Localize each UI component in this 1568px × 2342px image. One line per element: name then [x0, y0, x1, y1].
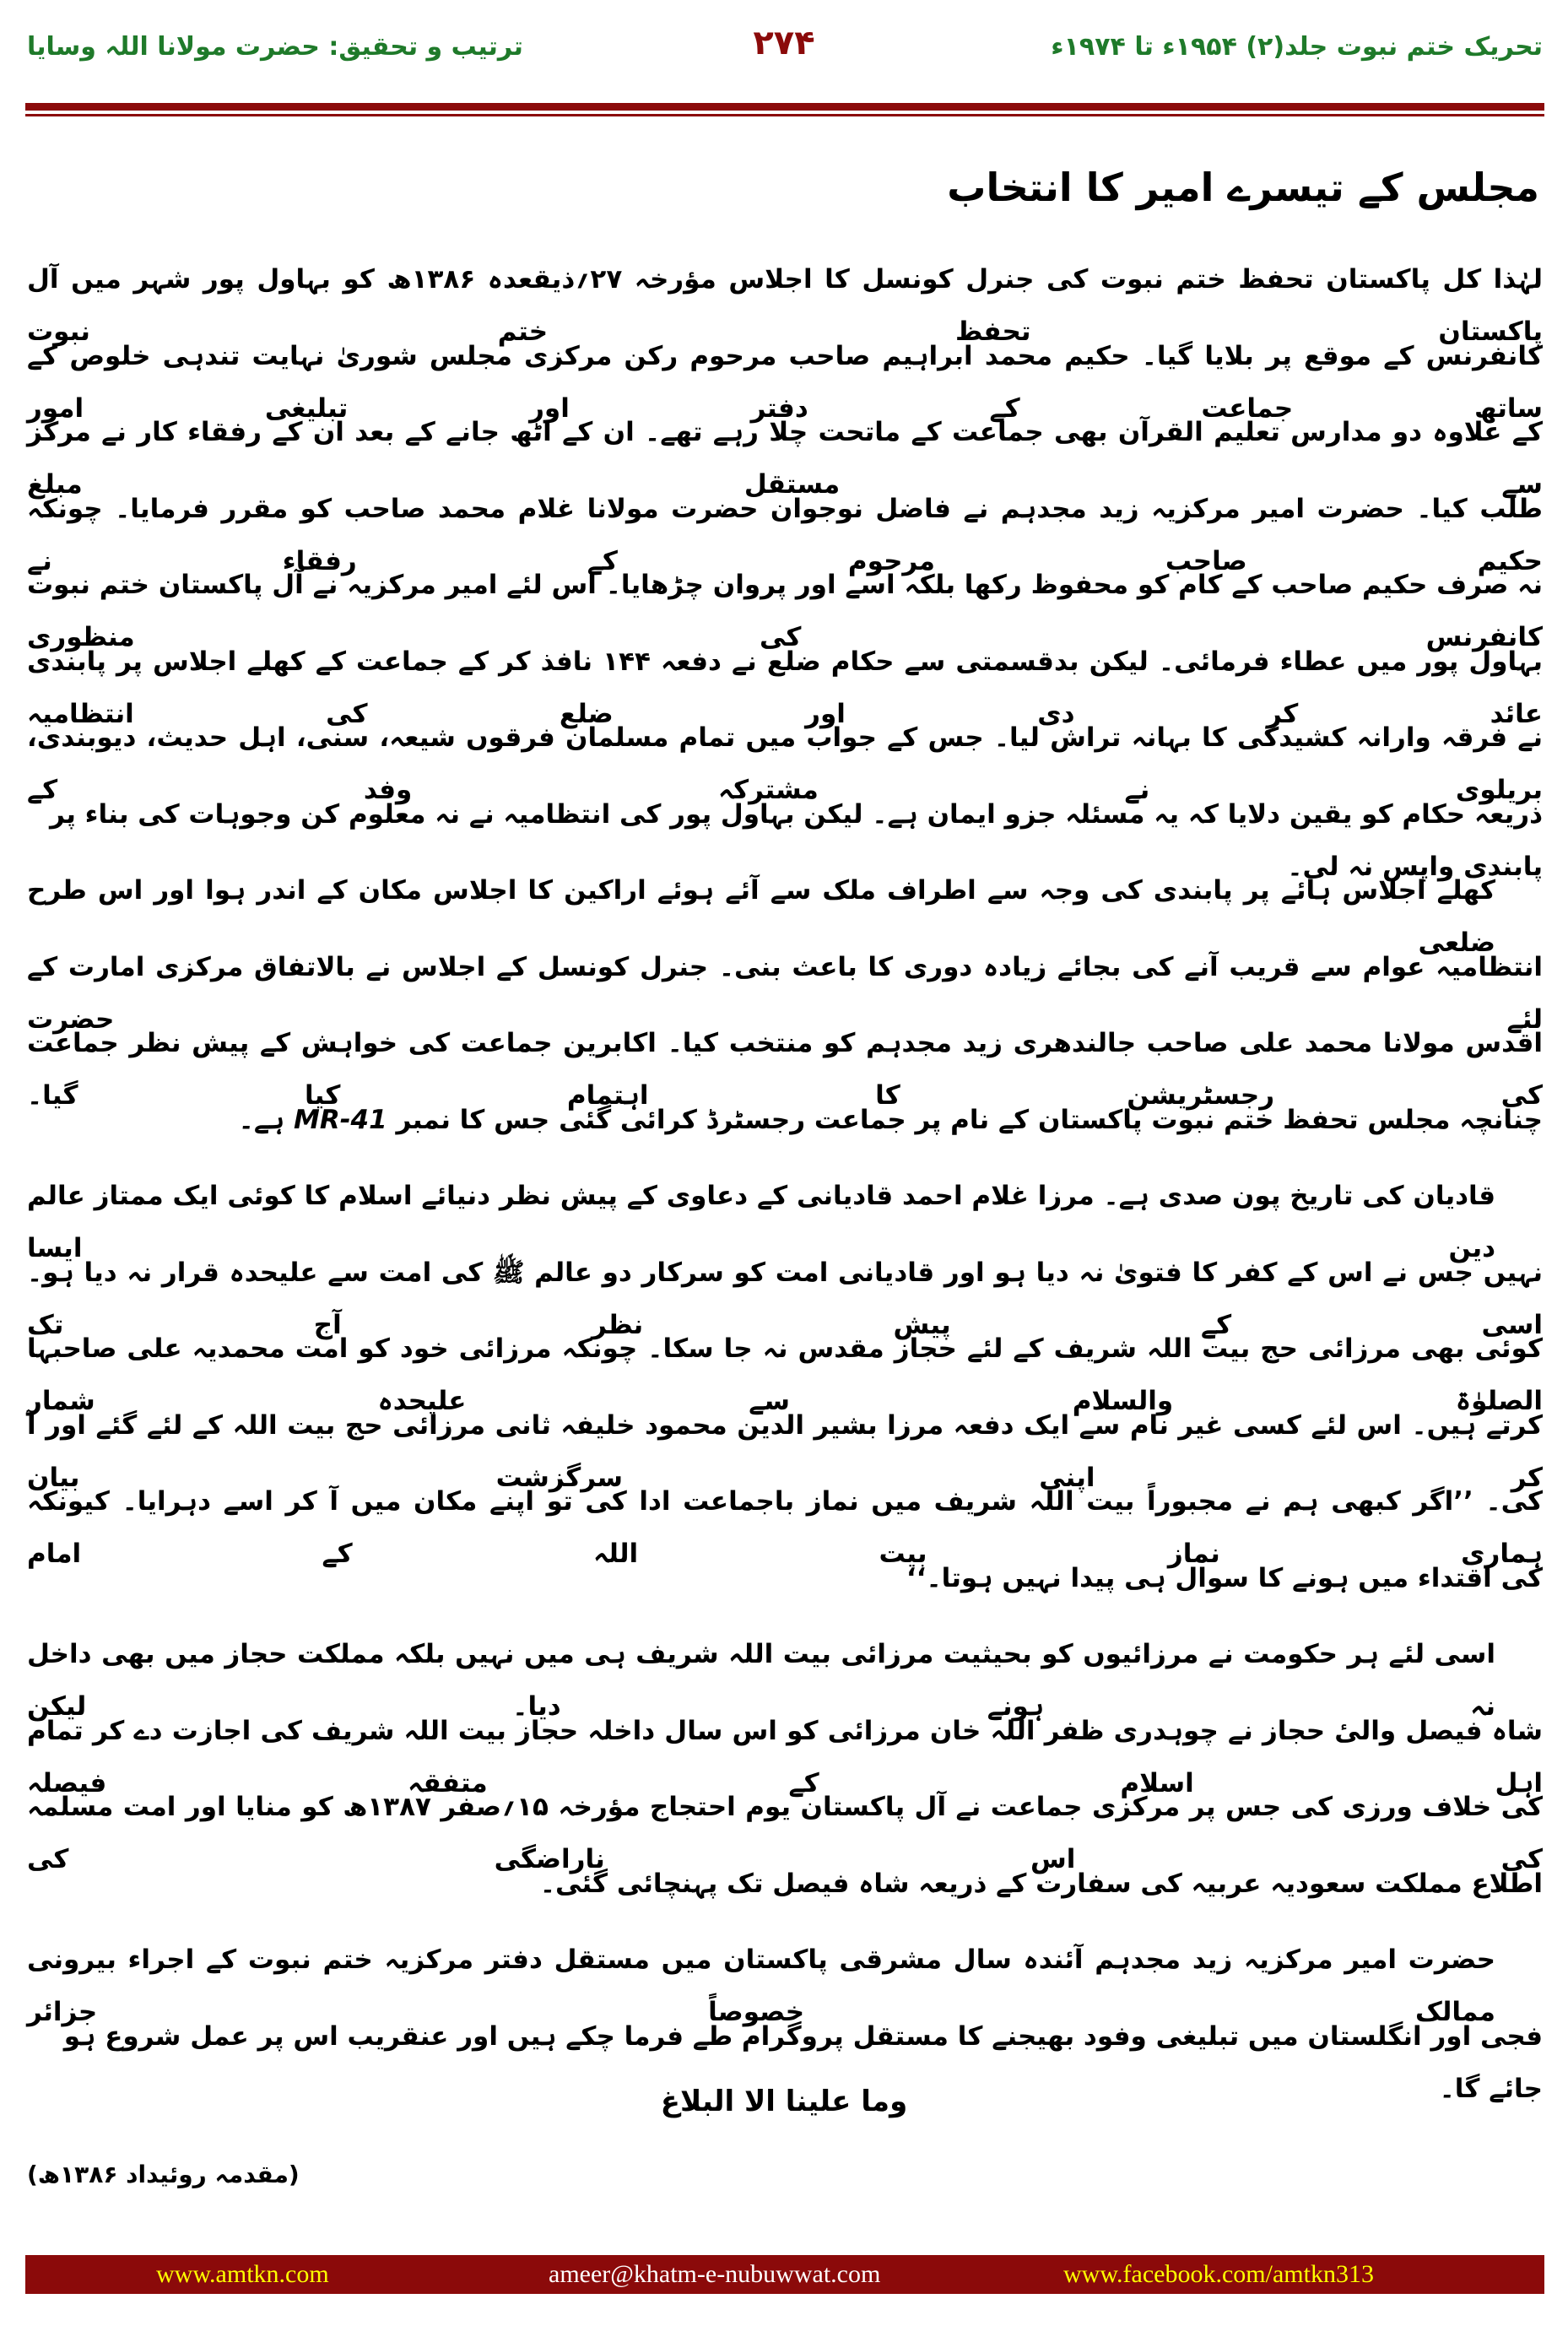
text-line: کی اقتداء میں ہونے کا سوال ہی پیدا نہیں ہوتا۔‘‘: [906, 1562, 1543, 1593]
text-line: کی خلاف ورزی کی جس پر مرکزی جماعت نے آل پاکستان یوم احتجاج مؤرخہ ۱۵؍صفر ۱۳۸۷ھ کو منایا اور امت مسلمہ کی اس ناراضگی کی: [27, 1792, 1543, 1874]
email-link[interactable]: ameer@khatm-e-nubuwwat.com: [549, 2260, 881, 2288]
registration-suffix: ہے۔: [238, 1104, 285, 1135]
text-line: فجی اور انگلستان میں تبلیغی وفود بھیجنے کا مستقل پروگرام طے فرما چکے ہیں اور عنقریب اس پر عمل شروع ہو جائے گا۔: [63, 2020, 1543, 2104]
header-rule-thin: [25, 114, 1544, 116]
text-line: ذریعہ حکام کو یقین دلایا کہ یہ مسئلہ جزو ایمان ہے۔ لیکن بہاول پور کی انتظامیہ نے نہ معلوم کن وجوہات کی بناء پر پابندی واپس نہ لی۔: [49, 798, 1543, 882]
header-rule-thick: [25, 103, 1544, 111]
text-line: کرتے ہیں۔ اس لئے کسی غیر نام سے ایک دفعہ مرزا بشیر الدین محمود خلیفہ ثانی مرزائی حج بیت اللہ کے لئے گئے اور آ کر اپنی سرگزشت بیان: [27, 1409, 1543, 1493]
text-line: کوئی بھی مرزائی حج بیت اللہ شریف کے لئے حجاز مقدس نہ جا سکا۔ چونکہ مرزائی خود کو امت محمدیہ علی صاحبہا الصلوٰۃ والسلام سے علیحدہ شمار: [27, 1333, 1543, 1416]
text-line: شاہ فیصل والیٔ حجاز نے چوہدری ظفر اللہ خان مرزائی کو اس سال داخلہ حجاز بیت اللہ شریف کی اجازت دے کر تمام اہل اسلام کے متفقہ فیصلہ: [27, 1715, 1543, 1798]
registration-line: [27, 1094, 1543, 1171]
text-line: قادیان کی تاریخ پون صدی ہے۔ مرزا غلام احمد قادیانی کے دعاوی کے پیش نظر دنیائے اسلام کا کوئی ایک ممتاز عالم دین ایسا: [27, 1181, 1495, 1263]
website-link[interactable]: www.amtkn.com: [156, 2260, 329, 2288]
text-line: نہ صرف حکیم صاحب کے کام کو محفوظ رکھا بلکہ اسے اور پروان چڑھایا۔ اس لئے امیر مرکزیہ نے آل پاکستان ختم نبوت کانفرنس کی منظوری: [27, 570, 1543, 652]
text-line: کھلے اجلاس ہائے پر پابندی کی وجہ سے اطراف ملک سے آئے ہوئے اراکین کا اجلاس مکان کے اندر ہوا اور اس طرح ضلعی: [27, 875, 1495, 958]
text-line: کی۔ ’’اگر کبھی ہم نے مجبوراً بیت اللہ شریف میں نماز باجماعت ادا کی تو اپنے مکان میں آ کر اسے دہرایا۔ کیونکہ ہماری نماز بیت اللہ کے امام: [27, 1486, 1543, 1569]
citation: (مقدمہ روئیداد ۱۳۸۶ھ): [27, 2161, 300, 2188]
text-line: لہٰذا کل پاکستان تحفظ ختم نبوت کی جنرل کونسل کا اجلاس مؤرخہ ۲۷؍ذیقعدہ ۱۳۸۶ھ کو بہاول پور شہر میں آل پاکستان تحفظ ختم نبوت: [27, 264, 1543, 347]
registration-number: MR-41: [293, 1104, 387, 1135]
text-line: اسی لئے ہر حکومت نے مرزائیوں کو بحیثیت مرزائی بیت اللہ شریف ہی میں نہیں بلکہ مملکت حجاز میں بھی داخل نہ ہونے دیا۔ لیکن: [27, 1639, 1495, 1722]
compiler-credit: ترتیب و تحقیق: حضرت مولانا اللہ وسایا: [27, 32, 523, 62]
book-title: تحریک ختم نبوت جلد(۲) ۱۹۵۴ء تا ۱۹۷۴ء: [1051, 32, 1543, 62]
facebook-link[interactable]: www.facebook.com/amtkn313: [1063, 2260, 1374, 2288]
text-line: کانفرنس کے موقع پر بلایا گیا۔ حکیم محمد ابراہیم صاحب مرحوم رکن مرکزی مجلس شوریٰ نہایت تندہی خلوص کے ساتھ جماعت کے دفتر اور تبلیغی امور: [27, 340, 1543, 424]
text-line: حضرت امیر مرکزیہ زید مجدہم آئندہ سال مشرقی پاکستان میں مستقل دفتر مرکزیہ ختم نبوت کے اجراء بیرونی ممالک خصوصاً جزائر: [27, 1944, 1495, 2027]
section-title: مجلس کے تیسرے امیر کا انتخاب: [947, 165, 1539, 210]
text-line: نہیں جس نے اس کے کفر کا فتویٰ نہ دیا ہو اور قادیانی امت کو سرکار دو عالم ﷺ کی امت سے علیحدہ قرار نہ دیا ہو۔ اسی کے پیش نظر آج تک: [27, 1257, 1543, 1340]
text-line: نے فرقہ وارانہ کشیدگی کا بہانہ تراش لیا۔ جس کے جواب میں تمام مسلمان فرقوں شیعہ، سنی، اہل حدیث، دیوبندی، بریلوی نے مشترکہ وفد کے: [27, 722, 1543, 805]
registration-text: چنانچہ مجلس تحفظ ختم نبوت پاکستان کے نام پر جماعت رجسٹرڈ کرائی گئی جس کا نمبر: [396, 1104, 1543, 1135]
text-line: کے علاوہ دو مدارس تعلیم القرآن بھی جماعت کے ماتحت چلا رہے تھے۔ ان کے اٹھ جانے کے بعد ان کے رفقاء کار نے مرکز سے مستقل مبلغ: [27, 417, 1543, 500]
page-number: ۲۷۴: [753, 24, 815, 62]
text-line: بہاول پور میں عطاء فرمائی۔ لیکن بدقسمتی سے حکام ضلع نے دفعہ ۱۴۴ نافذ کر کے جماعت کے کھلے اجلاس پر پابندی عائد کر دی اور ضلع کی انتظامیہ: [27, 646, 1543, 729]
text-line: طلب کیا۔ حضرت امیر مرکزیہ زید مجدہم نے فاضل نوجوان حضرت مولانا غلام محمد صاحب کو مقرر فرمایا۔ چونکہ حکیم صاحب مرحوم کے رفقاء نے: [27, 493, 1543, 576]
footer-bar: [25, 2255, 1544, 2294]
text-line: انتظامیہ عوام سے قریب آنے کی بجائے زیادہ دوری کا باعث بنی۔ جنرل کونسل کے اجلاس نے بالاتفاق مرکزی امارت کے لئے حضرت: [27, 951, 1543, 1035]
closing-phrase: وما علینا الا البلاغ: [660, 2085, 908, 2118]
text-line: اقدس مولانا محمد علی صاحب جالندھری زید مجدہم کو منتخب کیا۔ اکابرین جماعت کی خواہش کے پیش نظر جماعت کی رجسٹریشن کا اہتمام کیا گیا۔: [27, 1028, 1543, 1111]
text-line: اطلاع مملکت سعودیہ عربیہ کی سفارت کے ذریعہ شاہ فیصل تک پہنچائی گئی۔: [539, 1868, 1543, 1899]
